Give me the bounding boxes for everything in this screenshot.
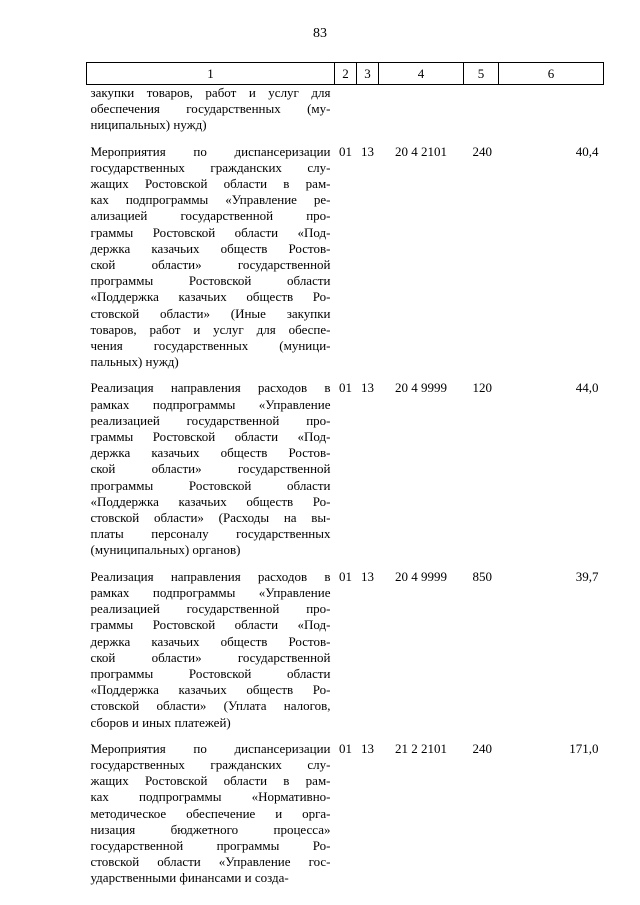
- description-line: программы Ростовской области: [90, 665, 331, 681]
- row-description: [87, 567, 335, 739]
- description-line: стовской области» (Расходы на вы-: [90, 510, 331, 526]
- row-description: [87, 378, 335, 566]
- description-line: рамках подпрограммы «Управление: [90, 584, 331, 600]
- description-line: Мероприятия по диспансеризации: [90, 740, 331, 756]
- description-line: «Поддержка казачьих обществ Ро-: [90, 289, 331, 305]
- col-header-4: 4: [379, 63, 464, 85]
- subsection-code: 13: [361, 380, 374, 396]
- description-line: государственных гражданских слу-: [90, 159, 331, 175]
- section-code: 01: [339, 380, 352, 396]
- description-line: платы персоналу государственных: [90, 526, 331, 542]
- description-line: ской области» государственной: [90, 257, 331, 273]
- subsection-code: 13: [361, 568, 374, 584]
- amount: 171,0: [569, 740, 599, 756]
- description-line: государственных гражданских слу-: [90, 756, 331, 772]
- target-article-code: 21 2 2101: [395, 740, 447, 756]
- description-line: Реализация направления расходов в: [90, 380, 331, 396]
- description-line: пальных) нужд): [90, 354, 179, 370]
- description-line: чения государственных (муници-: [90, 338, 331, 354]
- col-header-6: 6: [499, 63, 604, 85]
- target-article-code: [379, 85, 464, 142]
- row-description: [87, 85, 335, 142]
- description-line: жащих Ростовской области в рам-: [90, 773, 331, 789]
- budget-table: [86, 62, 604, 895]
- description-line: программы Ростовской области: [90, 273, 331, 289]
- description-line: «Поддержка казачьих обществ Ро-: [90, 493, 331, 509]
- description-line: держка казачьих обществ Ростов-: [90, 240, 331, 256]
- description-line: Реализация направления расходов в: [90, 568, 331, 584]
- table-row: [87, 142, 604, 379]
- section-code: 01: [339, 568, 352, 584]
- table-row: [87, 567, 604, 739]
- expense-type-code: 850: [472, 568, 492, 584]
- description-line: ударственными финансами и созда-: [90, 870, 289, 886]
- section-code: 01: [339, 740, 352, 756]
- description-line: держка казачьих обществ Ростов-: [90, 445, 331, 461]
- table-row: [87, 739, 604, 895]
- col-header-3: 3: [357, 63, 379, 85]
- description-line: Мероприятия по диспансеризации: [90, 143, 331, 159]
- description-line: обеспечения государственных (му-: [90, 101, 331, 117]
- description-line: государственной программы Ро-: [90, 837, 331, 853]
- description-line: граммы Ростовской области «Под-: [90, 224, 331, 240]
- description-line: ализацией государственной про-: [90, 208, 331, 224]
- subsection-code: 13: [361, 740, 374, 756]
- table-row: [87, 85, 604, 142]
- description-line: программы Ростовской области: [90, 477, 331, 493]
- description-line: низация бюджетного процесса»: [90, 821, 331, 837]
- subsection-code: 13: [361, 143, 374, 159]
- table-row: [87, 378, 604, 566]
- expense-type-code: 240: [472, 740, 492, 756]
- description-line: закупки товаров, работ и услуг для: [90, 85, 331, 100]
- description-line: ках подпрограммы «Нормативно-: [90, 789, 331, 805]
- subsection-code: [357, 85, 379, 142]
- description-line: «Поддержка казачьих обществ Ро-: [90, 682, 331, 698]
- description-line: сборов и иных платежей): [90, 714, 231, 730]
- target-article-code: 20 4 9999: [395, 380, 447, 396]
- description-line: держка казачьих обществ Ростов-: [90, 633, 331, 649]
- amount: 39,7: [575, 568, 599, 584]
- header-row: [87, 63, 604, 85]
- description-line: граммы Ростовской области «Под-: [90, 617, 331, 633]
- section-code: [335, 85, 357, 142]
- row-description: [87, 142, 335, 379]
- page-number: 83: [313, 26, 327, 41]
- description-line: ской области» государственной: [90, 649, 331, 665]
- section-code: 01: [339, 143, 352, 159]
- description-line: товаров, работ и услуг для обеспе-: [90, 321, 331, 337]
- description-line: (муниципальных) органов): [90, 542, 241, 558]
- target-article-code: 20 4 9999: [395, 568, 447, 584]
- amount: 44,0: [575, 380, 599, 396]
- expense-type-code: 120: [472, 380, 492, 396]
- description-line: реализацией государственной про-: [90, 412, 331, 428]
- description-line: стовской области» (Уплата налогов,: [90, 698, 331, 714]
- description-line: реализацией государственной про-: [90, 601, 331, 617]
- expense-type-code: [464, 85, 499, 142]
- description-line: стовской области «Управление гос-: [90, 854, 331, 870]
- col-header-1: 1: [87, 63, 335, 85]
- description-line: граммы Ростовской области «Под-: [90, 429, 331, 445]
- col-header-5: 5: [464, 63, 499, 85]
- description-line: методическое обеспечение и орга-: [90, 805, 331, 821]
- col-header-2: 2: [335, 63, 357, 85]
- description-line: жащих Ростовской области в рам-: [90, 176, 331, 192]
- description-line: рамках подпрограммы «Управление: [90, 396, 331, 412]
- description-line: ниципальных) нужд): [90, 117, 207, 133]
- amount: 40,4: [575, 143, 599, 159]
- row-description: [87, 739, 335, 895]
- description-line: ках подпрограммы «Управление ре-: [90, 192, 331, 208]
- amount: [499, 85, 604, 142]
- expense-type-code: 240: [472, 143, 492, 159]
- description-line: стовской области» (Иные закупки: [90, 305, 331, 321]
- description-line: ской области» государственной: [90, 461, 331, 477]
- target-article-code: 20 4 2101: [395, 143, 447, 159]
